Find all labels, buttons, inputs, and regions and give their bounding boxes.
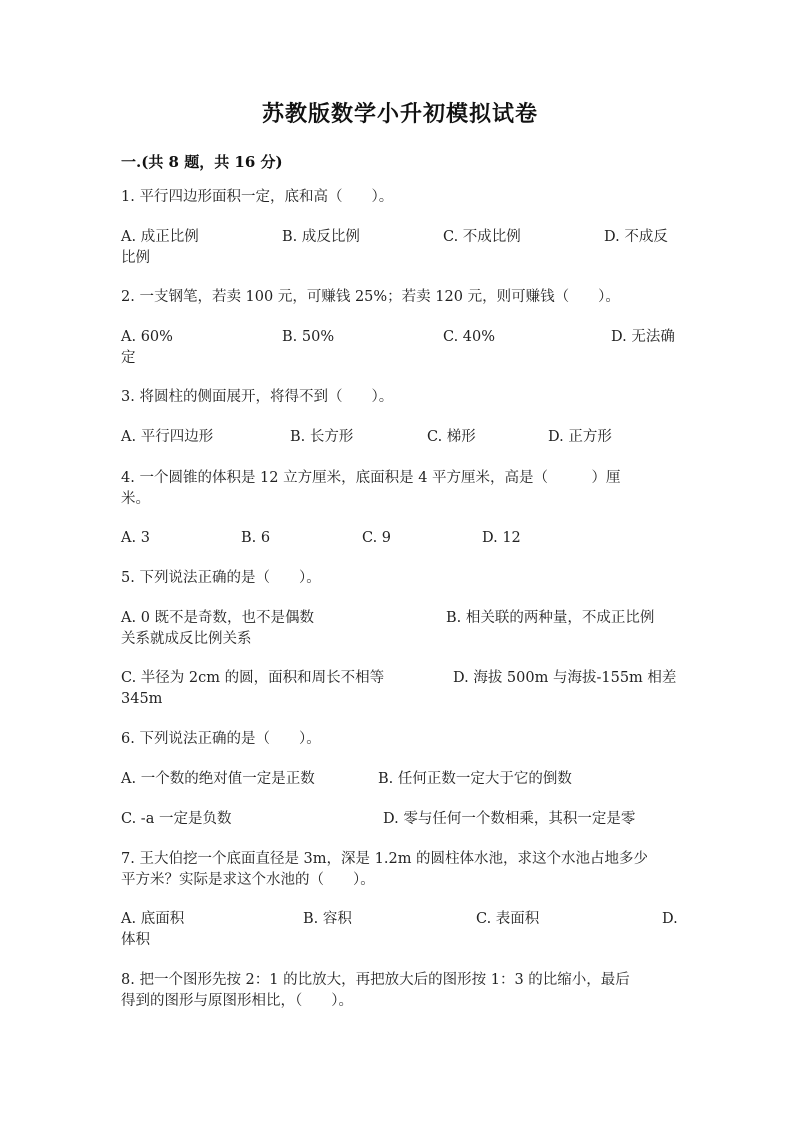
q7-option-a: A. 底面积 — [121, 911, 185, 927]
q5-option-b: B. 相关联的两种量，不成正比例 — [446, 610, 655, 626]
page-title: 苏教版数学小升初模拟试卷 — [261, 101, 538, 127]
q3-option-d: D. 正方形 — [548, 429, 612, 445]
q3-option-b: B. 长方形 — [290, 429, 354, 445]
q1-option-c: C. 不成比例 — [443, 229, 521, 245]
q4-option-b: B. 6 — [241, 530, 271, 546]
q1-option-d-wrap: 比例 — [121, 250, 150, 266]
q2-option-d: D. 无法确 — [611, 329, 675, 345]
q7-option-d-wrap: 体积 — [121, 932, 150, 948]
q6-option-a: A. 一个数的绝对值一定是正数 — [121, 771, 315, 787]
q3-option-a: A. 平行四边形 — [121, 429, 214, 445]
q7-option-d: D. — [662, 911, 678, 927]
q7-option-b: B. 容积 — [303, 911, 352, 927]
question-4-text-line2: 米。 — [121, 491, 150, 507]
q1-option-b: B. 成反比例 — [282, 229, 360, 245]
q1-option-a: A. 成正比例 — [121, 229, 199, 245]
q2-option-d-wrap: 定 — [121, 350, 136, 366]
q2-option-a: A. 60% — [121, 329, 173, 345]
q5-option-d-wrap: 345m — [121, 691, 163, 707]
question-7-text-line2: 平方米？实际是求这个水池的（ ）。 — [121, 872, 375, 888]
question-1-text: 1. 平行四边形面积一定，底和高（ ）。 — [121, 189, 394, 205]
q5-option-a: A. 0 既不是奇数，也不是偶数 — [121, 610, 315, 626]
section-heading: 一.(共 8 题，共 16 分) — [121, 153, 283, 171]
q2-option-c: C. 40% — [443, 329, 496, 345]
question-8-text-line1: 8. 把一个图形先按 2：1 的比放大，再把放大后的图形按 1：3 的比缩小，最后 — [121, 972, 630, 988]
question-2-text: 2. 一支钢笔，若卖 100 元，可赚钱 25%；若卖 120 元，则可赚钱（ ）。 — [121, 289, 620, 305]
question-8-text-line2: 得到的图形与原图形相比，（ ）。 — [121, 993, 353, 1009]
q6-option-b: B. 任何正数一定大于它的倒数 — [378, 771, 572, 787]
q4-option-c: C. 9 — [362, 530, 392, 546]
question-7-text-line1: 7. 王大伯挖一个底面直径是 3m，深是 1.2m 的圆柱体水池，求这个水池占地多少 — [121, 851, 649, 867]
q3-option-c: C. 梯形 — [427, 429, 476, 445]
q2-option-b: B. 50% — [282, 329, 335, 345]
q6-option-d: D. 零与任何一个数相乘，其积一定是零 — [383, 811, 636, 827]
q5-option-c: C. 半径为 2cm 的圆，面积和周长不相等 — [121, 670, 385, 686]
question-3-text: 3. 将圆柱的侧面展开，将得不到（ ）。 — [121, 389, 394, 405]
q6-option-c: C. -a 一定是负数 — [121, 811, 232, 827]
q7-option-c: C. 表面积 — [476, 911, 540, 927]
question-6-text: 6. 下列说法正确的是（ ）。 — [121, 731, 321, 747]
q4-option-d: D. 12 — [482, 530, 521, 546]
q4-option-a: A. 3 — [121, 530, 150, 546]
q5-option-b-wrap: 关系就成反比例关系 — [121, 631, 252, 647]
q1-option-d: D. 不成反 — [604, 229, 668, 245]
question-5-text: 5. 下列说法正确的是（ ）。 — [121, 570, 321, 586]
question-4-text-line1: 4. 一个圆锥的体积是 12 立方厘米，底面积是 4 平方厘米，高是（ ）厘 — [121, 470, 621, 486]
q5-option-d: D. 海拔 500m 与海拔-155m 相差 — [453, 670, 677, 686]
